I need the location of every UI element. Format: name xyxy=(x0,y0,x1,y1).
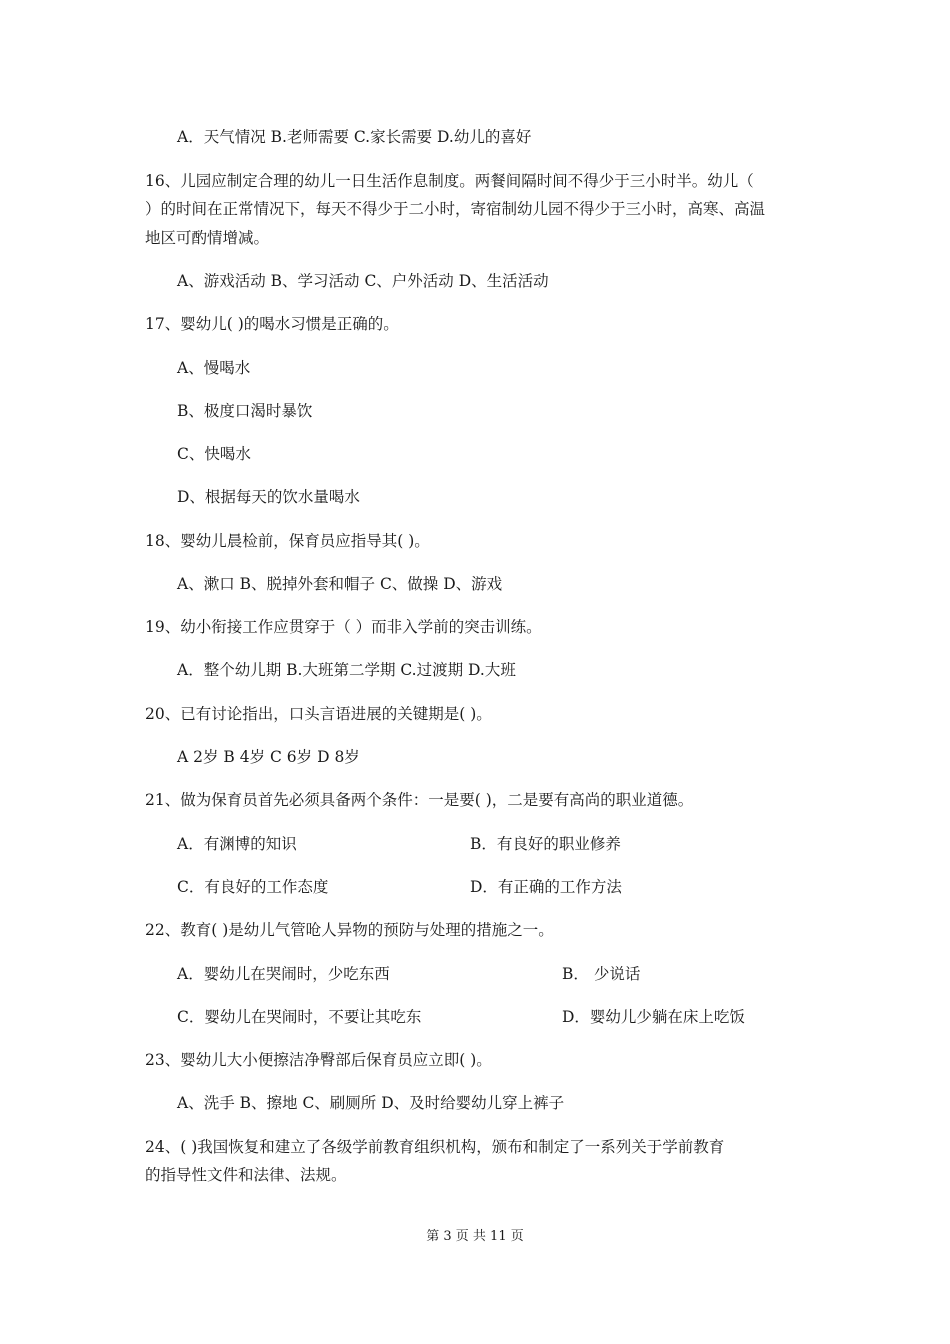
q15-options: A．天气情况 B.老师需要 C.家长需要 D.幼儿的喜好 xyxy=(177,128,532,146)
q18-options: A、漱口 B、脱掉外套和帽子 C、做操 D、游戏 xyxy=(177,575,503,593)
q21-option-b: B．有良好的职业修养 xyxy=(470,835,621,853)
q17-option-d: D、根据每天的饮水量喝水 xyxy=(177,488,360,506)
q20-options: A 2岁 B 4岁 C 6岁 D 8岁 xyxy=(177,748,360,766)
q23-stem: 23、婴幼儿大小便擦洁净臀部后保育员应立即( )。 xyxy=(145,1051,492,1069)
q21-stem: 21、做为保育员首先必须具备两个条件：一是要( )，二是要有高尚的职业道德。 xyxy=(145,791,694,809)
q23-options: A、洗手 B、擦地 C、刷厕所 D、及时给婴幼儿穿上裤子 xyxy=(177,1094,565,1112)
q22-option-d: D．婴幼儿少躺在床上吃饭 xyxy=(562,1008,745,1026)
q21-option-d: D．有正确的工作方法 xyxy=(470,878,622,896)
q17-option-b: B、极度口渴时暴饮 xyxy=(177,402,313,420)
q17-stem: 17、婴幼儿( )的喝水习惯是正确的。 xyxy=(145,315,399,333)
q17-option-a: A、慢喝水 xyxy=(177,359,251,377)
q16-stem-line1: 16、儿园应制定合理的幼儿一日生活作息制度。两餐间隔时间不得少于三小时半。幼儿（ xyxy=(145,172,754,190)
q22-option-b: B． 少说话 xyxy=(562,965,641,983)
q24-stem-line2: 的指导性文件和法律、法规。 xyxy=(145,1166,347,1184)
q17-option-c: C、快喝水 xyxy=(177,445,251,463)
q21-option-a: A．有渊博的知识 xyxy=(177,835,297,853)
q16-stem-line3: 地区可酌情增减。 xyxy=(145,229,270,247)
page-number-footer: 第 3 页 共 11 页 xyxy=(426,1229,524,1244)
q22-stem: 22、教育( )是幼儿气管呛人异物的预防与处理的措施之一。 xyxy=(145,921,554,939)
q24-stem-line1: 24、( )我国恢复和建立了各级学前教育组织机构，颁布和制定了一系列关于学前教育 xyxy=(145,1138,725,1156)
q20-stem: 20、已有讨论指出，口头言语进展的关键期是( )。 xyxy=(145,705,492,723)
q18-stem: 18、婴幼儿晨检前，保育员应指导其( )。 xyxy=(145,532,430,550)
q19-stem: 19、幼小衔接工作应贯穿于（ ）而非入学前的突击训练。 xyxy=(145,618,542,636)
q16-stem-line2: ）的时间在正常情况下，每天不得少于二小时，寄宿制幼儿园不得少于三小时，高寒、高温 xyxy=(145,200,766,218)
q22-option-a: A．婴幼儿在哭闹时，少吃东西 xyxy=(177,965,390,983)
q16-options: A、游戏活动 B、学习活动 C、户外活动 D、生活活动 xyxy=(177,272,549,290)
q21-option-c: C．有良好的工作态度 xyxy=(177,878,329,896)
q19-options: A．整个幼儿期 B.大班第二学期 C.过渡期 D.大班 xyxy=(177,661,516,679)
q22-option-c: C．婴幼儿在哭闹时，不要让其吃东 xyxy=(177,1008,422,1026)
